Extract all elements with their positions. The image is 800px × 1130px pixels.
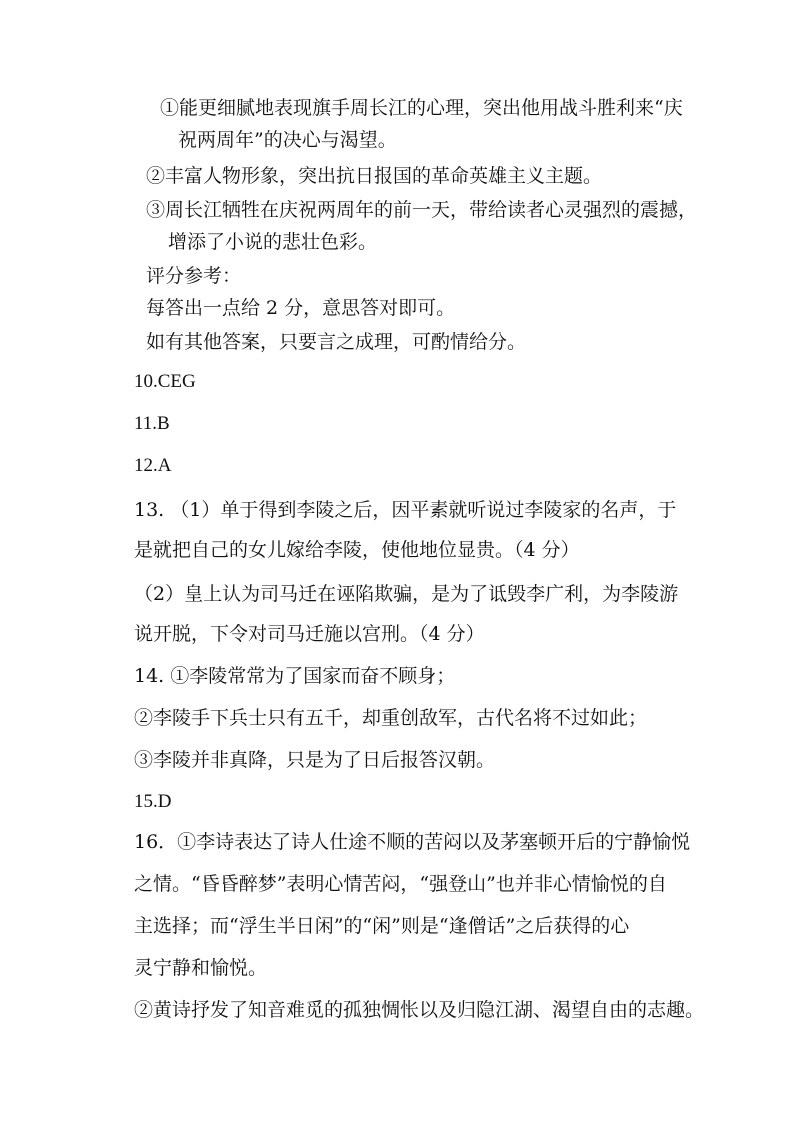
point-1-line-2: 祝两周年”的决心与渴望。 <box>178 129 397 151</box>
point-3-line-1: ③周长江牺牲在庆祝两周年的前一天，带给读者心灵强烈的震撼， <box>146 199 698 221</box>
scoring-rule-2: 如有其他答案，只要言之成理，可酌情给分。 <box>146 331 527 353</box>
answer-13-line-1: 13. （1）单于得到李陵之后，因平素就听说过李陵家的名声，于 <box>134 499 677 521</box>
scoring-title: 评分参考： <box>146 265 242 287</box>
point-2: ②丰富人物形象，突出抗日报国的革命英雄主义主题。 <box>146 165 603 187</box>
answer-16-line-2: 之情。“昏昏醉梦”表明心情苦闷，“强登山”也并非心情愉悦的自 <box>134 873 667 895</box>
answer-13-line-4: 说开脱，下令对司马迁施以宫刑。（4 分） <box>134 623 485 645</box>
answer-12: 12.A <box>134 455 172 476</box>
point-3-line-2: 增添了小说的悲壮色彩。 <box>168 231 378 253</box>
answer-15: 15.D <box>134 791 172 812</box>
answer-10: 10.CEG <box>134 371 196 392</box>
answer-14-line-2: ②李陵手下兵士只有五千，却重创敌军，古代名将不过如此； <box>134 707 648 729</box>
scoring-rule-1: 每答出一点给 2 分，意思答对即可。 <box>146 297 456 319</box>
answer-14-line-3: ③李陵并非真降，只是为了日后报答汉朝。 <box>134 749 496 771</box>
answer-11: 11.B <box>134 413 170 434</box>
answer-13-line-2: 是就把自己的女儿嫁给李陵，使他地位显贵。（4 分） <box>134 539 580 561</box>
answer-16-line-4: 灵宁静和愉悦。 <box>134 957 268 979</box>
point-1-line-1: ①能更细腻地表现旗手周长江的心理，突出他用战斗胜利来“庆 <box>160 97 683 119</box>
answer-14-line-1: 14. ①李陵常常为了国家而奋不顾身； <box>134 665 456 687</box>
answer-16-line-5: ②黄诗抒发了知音难觅的孤独惆怅以及归隐江湖、渴望自由的志趣。 <box>134 999 705 1021</box>
answer-13-line-3: （2）皇上认为司马迁在诬陷欺骗，是为了诋毁李广利，为李陵游 <box>134 583 679 605</box>
answer-16-line-3: 主选择；而“浮生半日闲”的“闲”则是“逢僧话”之后获得的心 <box>134 915 630 937</box>
answer-16-line-1: 16．①李诗表达了诗人仕途不顺的苦闷以及茅塞顿开后的宁静愉悦 <box>134 831 691 853</box>
